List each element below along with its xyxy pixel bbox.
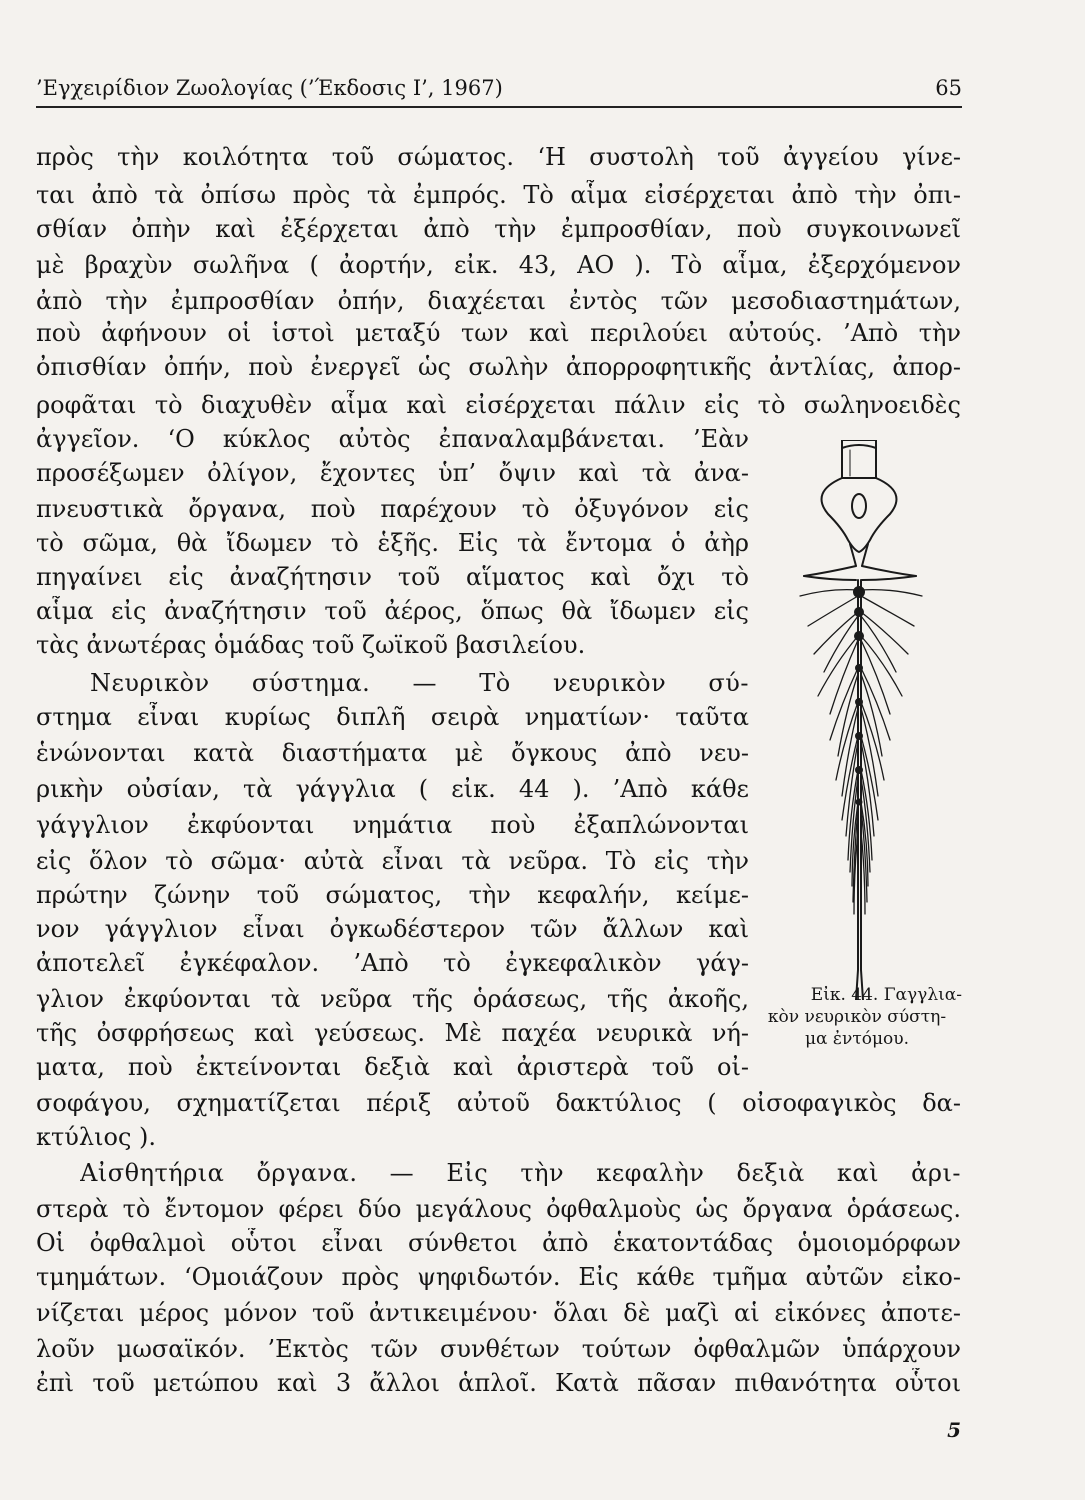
text-line: στερὰ τὸ ἔντομον φέρει δύο μεγάλους ὀφθαλμοὺς ὡς ὄργανα ὁράσεως. (36, 1195, 961, 1223)
text-line: Οἱ ὀφθαλμοὶ οὗτοι εἶναι σύνθετοι ἀπὸ ἑκατοντάδας ὁμοιομόρφων (36, 1229, 961, 1257)
text-line: ποὺ ἀφήνουν οἱ ἱστοὶ μεταξύ των καὶ περιλούει αὐτούς. ’Απὸ τὴν (36, 319, 961, 347)
text-line: σοφάγου, σχηματίζεται πέριξ αὐτοῦ δακτύλιος ( οἰσοφαγικὸς δα- (36, 1089, 961, 1117)
text-line: νον γάγγλιον εἶναι ὀγκωδέστερον τῶν ἄλλων καὶ (36, 915, 749, 943)
text-line: προσέξωμεν ὀλίγον, ἔχοντες ὑπ’ ὄψιν καὶ τὰ ἀνα- (36, 459, 749, 487)
text-line: σθίαν ὀπὴν καὶ ἐξέρχεται ἀπὸ τὴν ἐμπροσθίαν, ποὺ συγκοινωνεῖ (36, 215, 961, 243)
text-line: ἀγγεῖον. ‘Ο κύκλος αὐτὸς ἐπαναλαμβάνεται. ’Εὰν (36, 425, 749, 453)
text-line: ἐπὶ τοῦ μετώπου καὶ 3 ἄλλοι ἁπλοῖ. Κατὰ πᾶσαν πιθανότητα οὗτοι (36, 1369, 961, 1397)
text-line: πρώτην ζώνην τοῦ σώματος, τὴν κεφαλήν, κείμε- (36, 881, 749, 909)
text-line: τὸ σῶμα, θὰ ἴδωμεν τὸ ἑξῆς. Εἰς τὰ ἔντομα ὁ ἀὴρ (36, 529, 749, 557)
text-line: Νευρικὸν σύστημα. — Τὸ νευρικὸν σύ- (90, 669, 749, 697)
running-title: ’Εγχειρίδιον Ζωολογίας (’Έκδοσις Ι’, 1967) (36, 76, 503, 100)
text-line: τμημάτων. ‘Ομοιάζουν πρὸς ψηφιδωτόν. Εἰς κάθε τμῆμα αὐτῶν εἰκο- (36, 1263, 961, 1291)
text-line: λοῦν μωσαϊκόν. ’Εκτὸς τῶν συνθέτων τούτων ὀφθαλμῶν ὑπάρχουν (36, 1335, 961, 1363)
caption-line: κὸν νευρικὸν σύστη- (767, 1007, 947, 1027)
text-line: κτύλιος ). (36, 1123, 156, 1151)
text-line: ματα, ποὺ ἐκτείνονται δεξιὰ καὶ ἀριστερὰ τοῦ οἰ- (36, 1053, 749, 1081)
text-line: ρικὴν οὐσίαν, τὰ γάγγλια ( εἰκ. 44 ). ’Απὸ κάθε (36, 775, 749, 803)
text-line: αἷμα εἰς ἀναζήτησιν τοῦ ἀέρος, ὅπως θὰ ἴδωμεν εἰς (36, 597, 749, 625)
text-line: πρὸς τὴν κοιλότητα τοῦ σώματος. ‘Η συστολὴ τοῦ ἀγγείου γίνε- (36, 143, 961, 171)
text-line: γλιον ἐκφύονται τὰ νεῦρα τῆς ὁράσεως, τῆς ἀκοῆς, (36, 985, 749, 1013)
insect-nervous-system-figure (790, 440, 950, 1000)
text-line: τῆς ὀσφρήσεως καὶ γεύσεως. Μὲ παχέα νευρικὰ νή- (36, 1019, 749, 1047)
text-line: Αἰσθητήρια ὄργανα. — Εἰς τὴν κεφαλὴν δεξιὰ καὶ ἀρι- (80, 1159, 961, 1187)
text-line: ὀπισθίαν ὀπήν, ποὺ ἐνεργεῖ ὡς σωλὴν ἀπορροφητικῆς ἀντλίας, ἀπορ- (36, 353, 961, 381)
running-header (36, 70, 962, 108)
signature-mark: 5 (947, 1418, 961, 1442)
text-line: ται ἀπὸ τὰ ὀπίσω πρὸς τὰ ἐμπρός. Τὸ αἷμα εἰσέρχεται ἀπὸ τὴν ὀπι- (36, 181, 961, 209)
text-line: εἰς ὅλον τὸ σῶμα· αὐτὰ εἶναι τὰ νεῦρα. Τὸ εἰς τὴν (36, 847, 749, 875)
caption-line: μα ἐντόμου. (804, 1029, 910, 1049)
text-line: τὰς ἀνωτέρας ὁμάδας τοῦ ζωϊκοῦ βασιλείου. (36, 631, 586, 659)
text-line: ἀποτελεῖ ἐγκέφαλον. ’Απὸ τὸ ἐγκεφαλικὸν γάγ- (36, 949, 749, 977)
text-line: νίζεται μέρος μόνον τοῦ ἀντικειμένου· ὅλαι δὲ μαζὶ αἱ εἰκόνες ἀποτε- (36, 1299, 961, 1327)
text-line: πνευστικὰ ὄργανα, ποὺ παρέχουν τὸ ὀξυγόνον εἰς (36, 495, 749, 523)
text-line: μὲ βραχὺν σωλῆνα ( ἀορτήν, εἰκ. 43, ΑΟ ). Τὸ αἷμα, ἐξερχόμενον (36, 251, 961, 279)
text-line: στημα εἶναι κυρίως διπλῆ σειρὰ νηματίων· ταῦτα (36, 703, 749, 731)
caption-line: Εἰκ. 44. Γαγγλια- (810, 985, 962, 1005)
text-line: πηγαίνει εἰς ἀναζήτησιν τοῦ αἵματος καὶ ὄχι τὸ (36, 563, 749, 591)
text-line: ροφᾶται τὸ διαχυθὲν αἷμα καὶ εἰσέρχεται πάλιν εἰς τὸ σωληνοειδὲς (36, 391, 961, 419)
text-line: ἑνώνονται κατὰ διαστήματα μὲ ὄγκους ἀπὸ νευ- (36, 739, 749, 767)
text-line: γάγγλιον ἐκφύονται νημάτια ποὺ ἐξαπλώνονται (36, 811, 749, 839)
page-number: 65 (935, 76, 962, 100)
text-line: ἀπὸ τὴν ἐμπροσθίαν ὀπήν, διαχέεται ἐντὸς τῶν μεσοδιαστημάτων, (36, 287, 961, 315)
figure-caption (752, 984, 962, 1050)
